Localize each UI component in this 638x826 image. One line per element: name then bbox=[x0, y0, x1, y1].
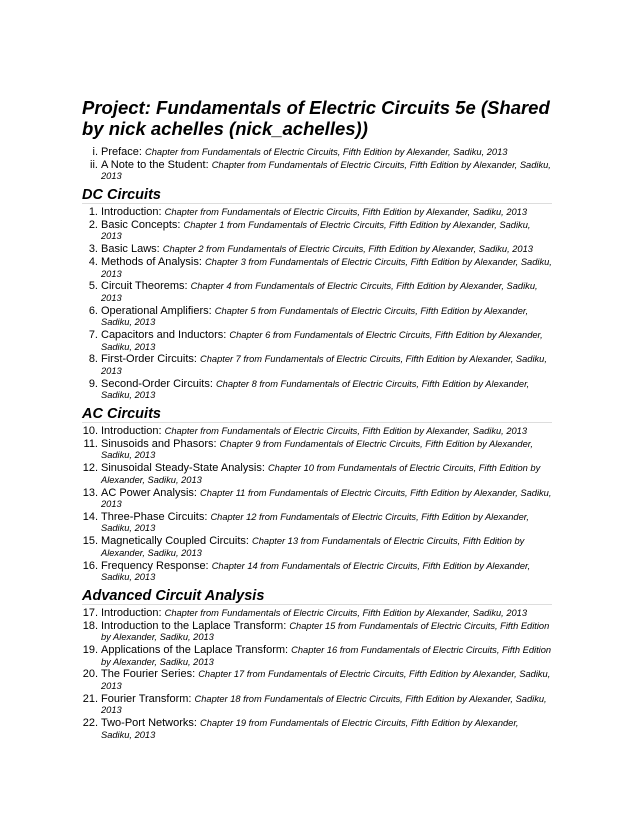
list-item bbox=[82, 645, 552, 668]
item-number: 16. bbox=[82, 559, 98, 572]
item-number: 2. bbox=[88, 218, 98, 231]
item-title: Sinusoidal Steady-State Analysis: bbox=[101, 462, 265, 475]
front-matter-list bbox=[82, 147, 552, 183]
section-heading: DC Circuits bbox=[82, 186, 161, 203]
item-description: Chapter 19 from Fundamentals of Electric Circuits, Fifth Edition by Alexander, Sadiku, 2013 bbox=[101, 718, 519, 740]
item-title: A Note to the Student: bbox=[101, 158, 209, 171]
list-item bbox=[82, 512, 552, 535]
item-title: Sinusoids and Phasors: bbox=[101, 437, 217, 450]
list-item bbox=[82, 463, 552, 486]
section-divider bbox=[82, 203, 552, 204]
list-item bbox=[82, 160, 552, 183]
list-item bbox=[82, 488, 552, 511]
item-title: Basic Concepts: bbox=[101, 218, 181, 231]
item-number: 6. bbox=[88, 304, 98, 317]
list-item bbox=[82, 608, 552, 620]
item-description: Chapter 18 from Fundamentals of Electric Circuits, Fifth Edition by Alexander, Sadiku, 2013 bbox=[101, 693, 547, 716]
item-description: Chapter from Fundamentals of Electric Circuits, Fifth Edition by Alexander, Sadiku, 2013 bbox=[164, 206, 528, 217]
item-number: 22. bbox=[82, 717, 98, 730]
item-description: Chapter from Fundamentals of Electric Circuits, Fifth Edition by Alexander, Sadiku, 2013 bbox=[164, 425, 528, 436]
item-number: ii. bbox=[90, 158, 98, 171]
section-list bbox=[82, 207, 552, 402]
item-number: 14. bbox=[82, 510, 98, 523]
item-title: Three-Phase Circuits: bbox=[101, 510, 208, 523]
section-header bbox=[82, 587, 552, 605]
list-item bbox=[82, 257, 552, 280]
section-list bbox=[82, 608, 552, 741]
item-number: 1. bbox=[88, 205, 98, 218]
item-title: Magnetically Coupled Circuits: bbox=[101, 535, 249, 548]
list-item bbox=[82, 330, 552, 353]
item-description: Chapter 6 from Fundamentals of Electric Circuits, Fifth Edition by Alexander, Sadiku, 2013 bbox=[101, 330, 543, 352]
item-number: i. bbox=[92, 146, 98, 158]
item-title: Introduction: bbox=[101, 205, 162, 218]
item-title: Frequency Response: bbox=[101, 559, 209, 572]
item-title: Methods of Analysis: bbox=[101, 255, 202, 268]
item-title: Circuit Theorems: bbox=[101, 280, 188, 293]
item-number: 19. bbox=[82, 643, 98, 656]
item-description: Chapter 5 from Fundamentals of Electric Circuits, Fifth Edition by Alexander, Sadiku, 2013 bbox=[101, 305, 529, 328]
list-item bbox=[82, 244, 552, 256]
item-number: 3. bbox=[88, 243, 98, 256]
list-item bbox=[82, 561, 552, 584]
item-description: Chapter from Fundamentals of Electric Circuits, Fifth Edition by Alexander, Sadiku, 2013 bbox=[101, 159, 551, 182]
item-title: Fourier Transform: bbox=[101, 692, 192, 705]
item-number: 11. bbox=[83, 437, 98, 450]
item-description: Chapter from Fundamentals of Electric Circuits, Fifth Edition by Alexander, Sadiku, 2013 bbox=[164, 607, 528, 618]
section-header bbox=[82, 186, 552, 204]
list-item bbox=[82, 207, 552, 219]
item-number: 8. bbox=[88, 353, 98, 366]
item-title: Second-Order Circuits: bbox=[101, 377, 213, 390]
list-item bbox=[82, 354, 552, 377]
item-number: 21. bbox=[82, 692, 98, 705]
item-description: Chapter 17 from Fundamentals of Electric Circuits, Fifth Edition by Alexander, Sadiku, 2013 bbox=[101, 669, 551, 691]
list-item bbox=[82, 426, 552, 438]
item-description: Chapter 4 from Fundamentals of Electric Circuits, Fifth Edition by Alexander, Sadiku, 2013 bbox=[101, 281, 538, 303]
item-number: 18. bbox=[82, 619, 98, 632]
document-page bbox=[82, 97, 552, 742]
item-title: Introduction: bbox=[101, 606, 162, 619]
section-divider bbox=[82, 422, 552, 423]
list-item bbox=[82, 306, 552, 329]
item-title: Introduction to the Laplace Transform: bbox=[101, 619, 287, 632]
item-description: Chapter 2 from Fundamentals of Electric Circuits, Fifth Edition by Alexander, Sadiku, 2013 bbox=[162, 244, 533, 255]
item-description: Chapter from Fundamentals of Electric Circuits, Fifth Edition by Alexander, Sadiku, 2013 bbox=[145, 147, 508, 157]
item-title: Preface: bbox=[101, 146, 142, 158]
item-title: Basic Laws: bbox=[101, 243, 160, 256]
item-description: Chapter 14 from Fundamentals of Electric Circuits, Fifth Edition by Alexander, Sadiku, 2013 bbox=[101, 560, 531, 583]
item-description: Chapter 9 from Fundamentals of Electric Circuits, Fifth Edition by Alexander, Sadiku, 2013 bbox=[101, 438, 533, 461]
list-item bbox=[82, 281, 552, 304]
item-number: 12. bbox=[82, 462, 98, 475]
section-list bbox=[82, 426, 552, 584]
item-description: Chapter 15 from Fundamentals of Electric Circuits, Fifth Edition by Alexander, Sadiku, 2013 bbox=[101, 620, 550, 643]
item-number: 15. bbox=[82, 535, 98, 548]
list-item bbox=[82, 694, 552, 717]
sections-container bbox=[82, 186, 552, 741]
item-description: Chapter 1 from Fundamentals of Electric Circuits, Fifth Edition by Alexander, Sadiku, 2013 bbox=[101, 219, 531, 242]
item-title: Applications of the Laplace Transform: bbox=[101, 643, 289, 656]
section-header bbox=[82, 405, 552, 423]
list-item bbox=[82, 621, 552, 644]
item-description: Chapter 8 from Fundamentals of Electric Circuits, Fifth Edition by Alexander, Sadiku, 2013 bbox=[101, 378, 530, 401]
item-number: 9. bbox=[88, 377, 98, 390]
section-heading: Advanced Circuit Analysis bbox=[82, 587, 265, 604]
item-title: Capacitors and Inductors: bbox=[101, 329, 227, 342]
item-title: AC Power Analysis: bbox=[101, 486, 197, 499]
list-item bbox=[82, 536, 552, 559]
item-title: Operational Amplifiers: bbox=[101, 304, 212, 317]
list-item bbox=[82, 439, 552, 462]
item-number: 17. bbox=[82, 606, 98, 619]
item-number: 13. bbox=[82, 486, 98, 499]
item-number: 20. bbox=[82, 668, 98, 681]
section-divider bbox=[82, 604, 552, 605]
section-heading: AC Circuits bbox=[82, 405, 161, 422]
item-description: Chapter 13 from Fundamentals of Electric Circuits, Fifth Edition by Alexander, Sadiku, 2013 bbox=[101, 536, 525, 558]
item-description: Chapter 3 from Fundamentals of Electric Circuits, Fifth Edition by Alexander, Sadiku, 2013 bbox=[101, 256, 552, 279]
item-description: Chapter 7 from Fundamentals of Electric Circuits, Fifth Edition by Alexander, Sadiku, 2013 bbox=[101, 354, 547, 376]
item-number: 5. bbox=[88, 280, 98, 293]
item-title: Introduction: bbox=[101, 424, 162, 437]
item-description: Chapter 12 from Fundamentals of Electric Circuits, Fifth Edition by Alexander, Sadiku, 2013 bbox=[101, 511, 529, 534]
list-item bbox=[82, 379, 552, 402]
item-number: 10. bbox=[82, 424, 98, 437]
list-item bbox=[82, 147, 552, 159]
item-description: Chapter 11 from Fundamentals of Electric Circuits, Fifth Edition by Alexander, Sadiku, 2013 bbox=[101, 487, 552, 510]
list-item bbox=[82, 220, 552, 243]
item-number: 4. bbox=[88, 255, 98, 268]
item-title: The Fourier Series: bbox=[101, 668, 196, 681]
item-description: Chapter 10 from Fundamentals of Electric Circuits, Fifth Edition by Alexander, Sadiku, 2013 bbox=[101, 463, 541, 485]
item-title: Two-Port Networks: bbox=[101, 717, 197, 730]
page-title: Project: Fundamentals of Electric Circuits 5e (Shared by nick achelles (nick_achelles)) bbox=[82, 97, 550, 139]
item-number: 7. bbox=[88, 329, 98, 342]
item-description: Chapter 16 from Fundamentals of Electric Circuits, Fifth Edition by Alexander, Sadiku, 2013 bbox=[101, 644, 552, 667]
list-item bbox=[82, 669, 552, 692]
item-title: First-Order Circuits: bbox=[101, 353, 197, 366]
list-item bbox=[82, 718, 552, 741]
